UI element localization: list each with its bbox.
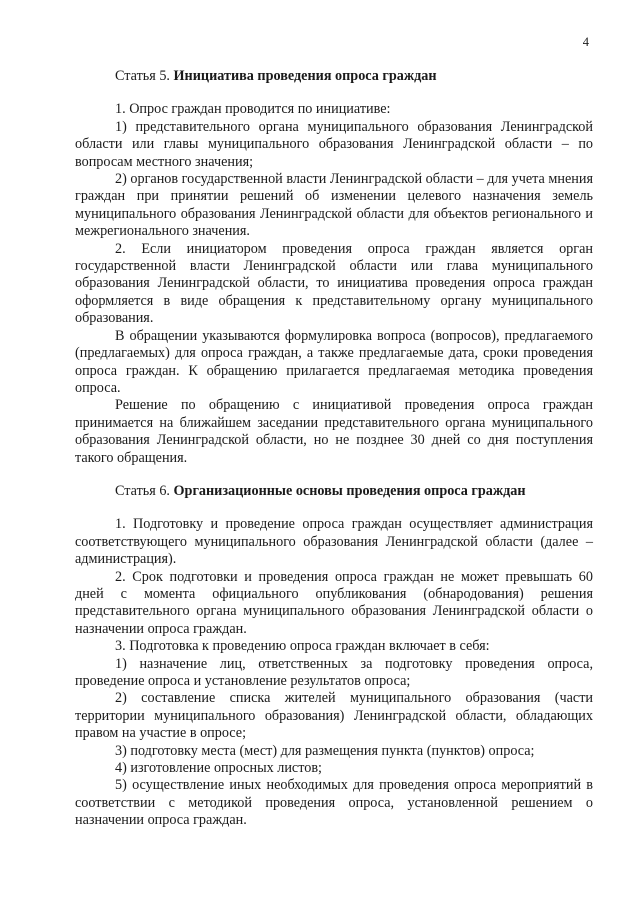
paragraph: 4) изготовление опросных листов; [115, 760, 322, 777]
paragraph: 1. Опрос граждан проводится по инициативе: [115, 101, 391, 118]
article-6-heading [75, 483, 593, 500]
paragraph: 3) подготовку места (мест) для размещения пункта (пунктов) опроса; [115, 742, 535, 759]
article-6-prefix: Статья 6. [115, 482, 174, 499]
paragraph: В обращении указываются формулировка вопроса (вопросов), предлагаемого (предлагаемых) для опроса граждан, а также предлагаемые дата, сроки проведения опроса граждан. К обращению прилагается предлагаемая методика проведения опроса. [75, 327, 593, 396]
article-5-heading [75, 68, 593, 85]
spacer [75, 467, 593, 483]
paragraph: 1) назначение лиц, ответственных за подготовку проведения опроса, проведение опроса и установление результатов опроса; [75, 655, 593, 689]
paragraph: 5) осуществление иных необходимых для проведения опроса мероприятий в соответствии с методикой проведения опроса, установленной решением о назначении опроса граждан. [75, 777, 593, 829]
paragraph: Решение по обращению с инициативой проведения опроса граждан принимается на ближайшем заседании представительного органа муниципального образования Ленинградской области, но не позднее 30 дней со дня поступления такого обращения. [75, 397, 593, 466]
paragraph: 3. Подготовка к проведению опроса граждан включает в себя: [115, 638, 490, 655]
paragraph: 1) представительного органа муниципального образования Ленинградской области или главы муниципального образования Ленинградской области – по вопросам местного значения; [75, 118, 593, 170]
paragraph: 1. Подготовку и проведение опроса граждан осуществляет администрация соответствующего муниципального образования Ленинградской области (далее – администрация). [75, 516, 593, 568]
spacer [75, 500, 593, 516]
page-number: 4 [582, 35, 589, 49]
paragraph: 2. Срок подготовки и проведения опроса граждан не может превышать 60 дней с момента официального опубликования (обнародования) решения представительного органа муниципального образования Ленинградской области о назначении опроса граждан. [75, 568, 593, 637]
spacer [75, 85, 593, 101]
paragraph: 2. Если инициатором проведения опроса граждан является орган государственной власти Ленинградской области или глава муниципального образования Ленинградской области, то инициатива проведения опроса граждан оформляется в виде обращения к представительному органу муниципального образования. [75, 240, 593, 327]
article-6-title: Организационные основы проведения опроса граждан [173, 482, 526, 499]
article-5-prefix: Статья 5. [115, 68, 174, 84]
article-5-title: Инициатива проведения опроса граждан [173, 68, 437, 84]
paragraph: 2) органов государственной власти Ленинградской области – для учета мнения граждан при принятии решений об изменении целевого назначения земель муниципального образования Ленинградской области для объектов регионального и межрегионального значения. [75, 171, 593, 240]
document-body [75, 68, 593, 830]
paragraph: 2) составление списка жителей муниципального образования (части территории муниципального образования) Ленинградской области, обладающих правом на участие в опросе; [75, 690, 593, 742]
